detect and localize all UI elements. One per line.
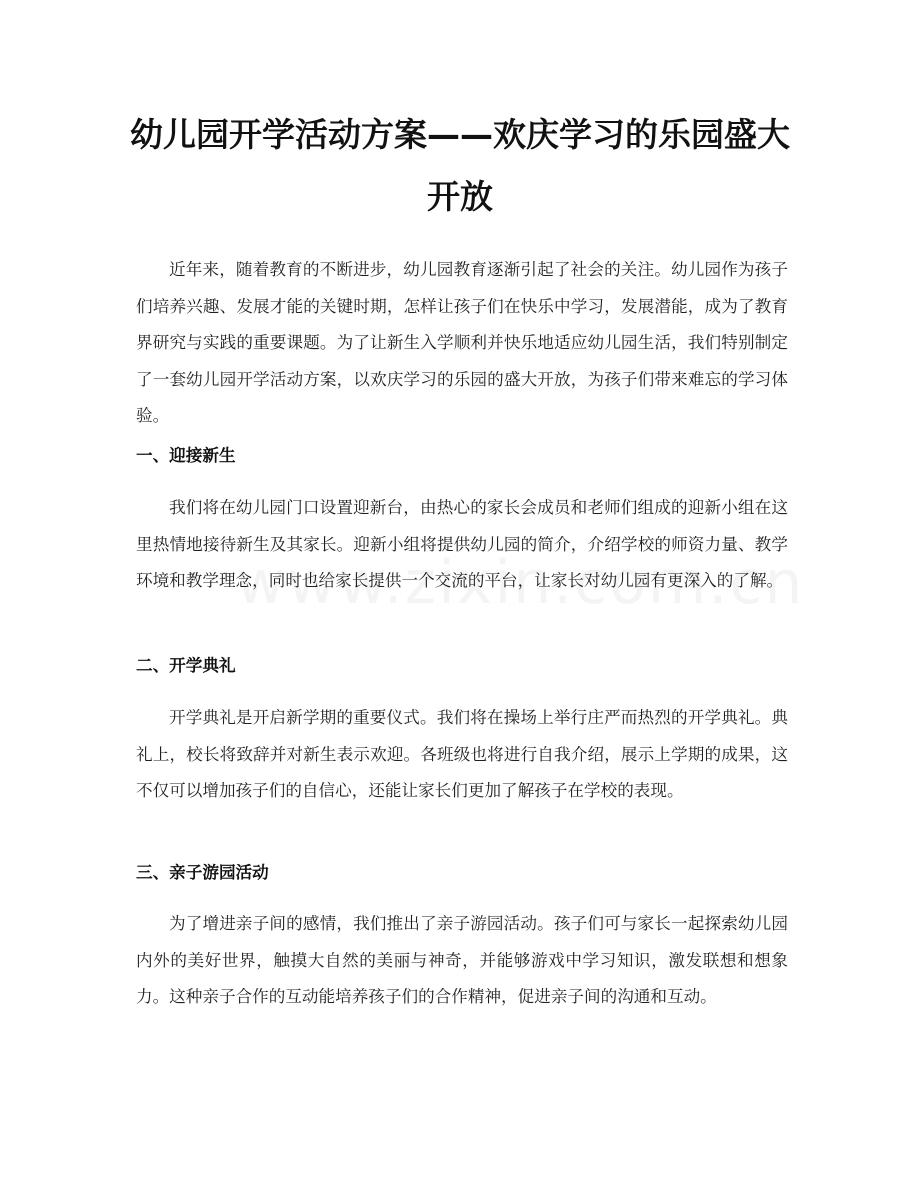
section-heading-parent-child: 三、亲子游园活动 bbox=[136, 863, 269, 882]
section-body-parent-child: 为了增进亲子间的感情，我们推出了亲子游园活动。孩子们可与家长一起探索幼儿园内外的美好世界，触摸大自然的美丽与神奇，并能够游戏中学习知识，激发联想和想象力。这种亲子合作的互动能培养孩子们的合作精神，促进亲子间的沟通和互动。 bbox=[136, 914, 788, 1006]
intro-paragraph: 近年来，随着教育的不断进步，幼儿园教育逐渐引起了社会的关注。幼儿园作为孩子们培养兴趣、发展才能的关键时期，怎样让孩子们在快乐中学习，发展潜能，成为了教育界研究与实践的重要课题。为了让新生入学顺利并快乐地适应幼儿园生活，我们特别制定了一套幼儿园开学活动方案，以欢庆学习的乐园的盛大开放，为孩子们带来难忘的学习体验。 bbox=[136, 260, 788, 425]
section-body-welcome: 我们将在幼儿园门口设置迎新台，由热心的家长会成员和老师们组成的迎新小组在这里热情地接待新生及其家长。迎新小组将提供幼儿园的简介，介绍学校的师资力量、教学环境和教学理念，同时也给家长提供一个交流的平台，让家长对幼儿园有更深入的了解。 bbox=[136, 498, 788, 590]
section-heading-welcome: 一、迎接新生 bbox=[136, 446, 236, 465]
section-body-ceremony: 开学典礼是开启新学期的重要仪式。我们将在操场上举行庄严而热烈的开学典礼。典礼上，校长将致辞并对新生表示欢迎。各班级也将进行自我介绍，展示上学期的成果，这不仅可以增加孩子们的自信心，还能让家长们更加了解孩子在学校的表现。 bbox=[136, 708, 788, 800]
document-title: 幼儿园开学活动方案——欢庆学习的乐园盛大开放 bbox=[130, 115, 790, 216]
section-heading-ceremony: 二、开学典礼 bbox=[136, 656, 236, 675]
